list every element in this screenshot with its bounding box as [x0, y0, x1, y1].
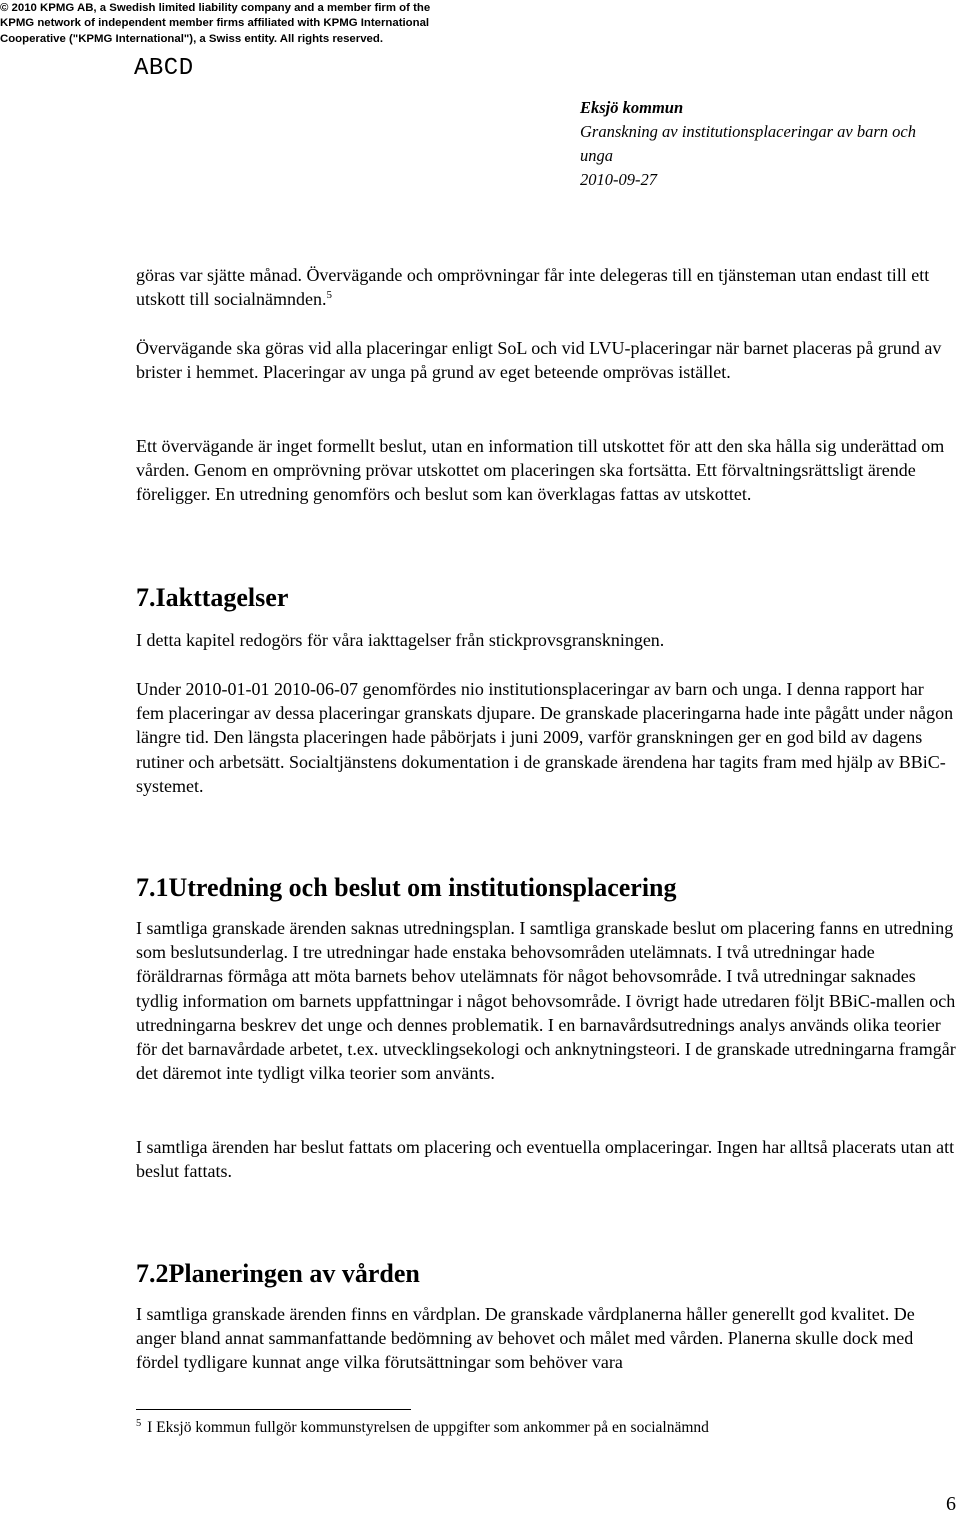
paragraph-text: Övervägande ska göras vid alla placeringar enligt SoL och vid LVU-placeringar när barnet placeras på grund av brister i hemmet. Placeringar av unga på grund av eget beteende omprövas istället. [136, 338, 942, 383]
header-company: Eksjö kommun [580, 98, 684, 117]
section-heading: 7.1Utredning och beslut om institutionsplacering [136, 873, 677, 902]
paragraph-formal-decision [136, 434, 956, 507]
footnote [136, 1418, 936, 1438]
footnote-text: I Eksjö kommun fullgör kommunstyrelsen de uppgifter som ankommer på en socialnämnd [147, 1419, 709, 1436]
paragraph-text: I detta kapitel redogörs för våra iakttagelser från stickprovsgranskningen. [136, 630, 665, 650]
section-7-intro [136, 628, 956, 652]
paragraph-text: Under 2010-01-01 2010-06-07 genomfördes nio institutionsplaceringar av barn och unga. I denna rapport har fem placeringar av dessa placeringar granskats djupare. De granskade placeringarna hade inte pågått under någon längre tid. Den längsta placeringen hade påbörjats i juni 2009, varför granskningen ger en god bild av dagens rutiner och arbetsätt. Socialtjänstens dokumentation i de granskade ärendena har tagits fram med hjälp av BBiC-systemet. [136, 679, 954, 796]
paragraph-text: I samtliga ärenden har beslut fattats om placering och eventuella omplaceringar. Ingen har alltså placerats utan att beslut fattats. [136, 1137, 955, 1182]
paragraph-consideration [136, 336, 956, 384]
section-7-1 [136, 873, 956, 903]
copyright-line: Cooperative ("KPMG International"), a Swiss entity. All rights reserved. [0, 32, 383, 45]
section-7-body [136, 677, 956, 798]
paragraph-review-frequency [136, 263, 956, 311]
footnote-reference: 5 [326, 289, 332, 302]
section-7-1-decisions [136, 1135, 956, 1183]
paragraph-text: göras var sjätte månad. Övervägande och omprövningar får inte delegeras till en tjänsteman utan endast till ett utskott till socialnämnden. [136, 265, 930, 310]
footnote-divider [136, 1409, 411, 1410]
paragraph-text: Ett övervägande är inget formellt beslut, utan en information till utskottet för att den ska hålla sig underättad om vården. Genom en omprövning prövar utskottet om placeringen ska fortsätta. Ett förvaltningsrättsligt ärende föreligger. En utredning genomförs och beslut som kan överklagas fattas av utskottet. [136, 436, 945, 505]
kpmg-logo: ABCD [134, 55, 194, 82]
section-7 [136, 583, 956, 613]
paragraph-text: I samtliga granskade ärenden finns en vårdplan. De granskade vårdplanerna håller generellt god kvalitet. De anger bland annat sammanfattande bedömning av behovet och målet med vården. Planerna skulle dock med fördel tydligare kunnat ange vilka förutsättningar som behöver vara [136, 1304, 915, 1373]
page-number: 6 [946, 1493, 956, 1515]
document-header [580, 96, 950, 192]
header-date: 2010-09-27 [580, 170, 657, 189]
header-subtitle: Granskning av institutionsplaceringar av barn och unga [580, 122, 916, 165]
section-7-1-body [136, 916, 956, 1085]
section-7-2-body [136, 1302, 956, 1375]
footnote-number: 5 [136, 1417, 142, 1429]
copyright-notice [0, 1, 470, 47]
copyright-line: © 2010 KPMG AB, a Swedish limited liability company and a member firm of the [0, 2, 431, 14]
section-7-2 [136, 1259, 956, 1289]
section-heading: 7.2Planeringen av vården [136, 1259, 420, 1288]
section-heading: 7.Iakttagelser [136, 583, 289, 612]
paragraph-text: I samtliga granskade ärenden saknas utredningsplan. I samtliga granskade beslut om placering fanns en utredning som beslutsunderlag. I tre utredningar hade enstaka behovsområden utelämnats. I två utredningar hade föräldrarnas förmåga att möta barnets behov utelämnats för något behovsområde. I två utredningar saknades tydlig information om barnets uppfattningar i något behovsområde. I övrigt hade utredaren följt BBiC-mallen och utredningarna beskrev det unge och dennes problematik. I en barnavårdsutrednings analys används olika teorier för det barnavårdade arbetet, t.ex. utvecklingsekologi och anknytningsteori. I de granskade utredningarna framgår det däremot inte tydligt vilka teorier som använts. [136, 918, 956, 1084]
copyright-line: KPMG network of independent member firms affiliated with KPMG International [0, 17, 430, 30]
